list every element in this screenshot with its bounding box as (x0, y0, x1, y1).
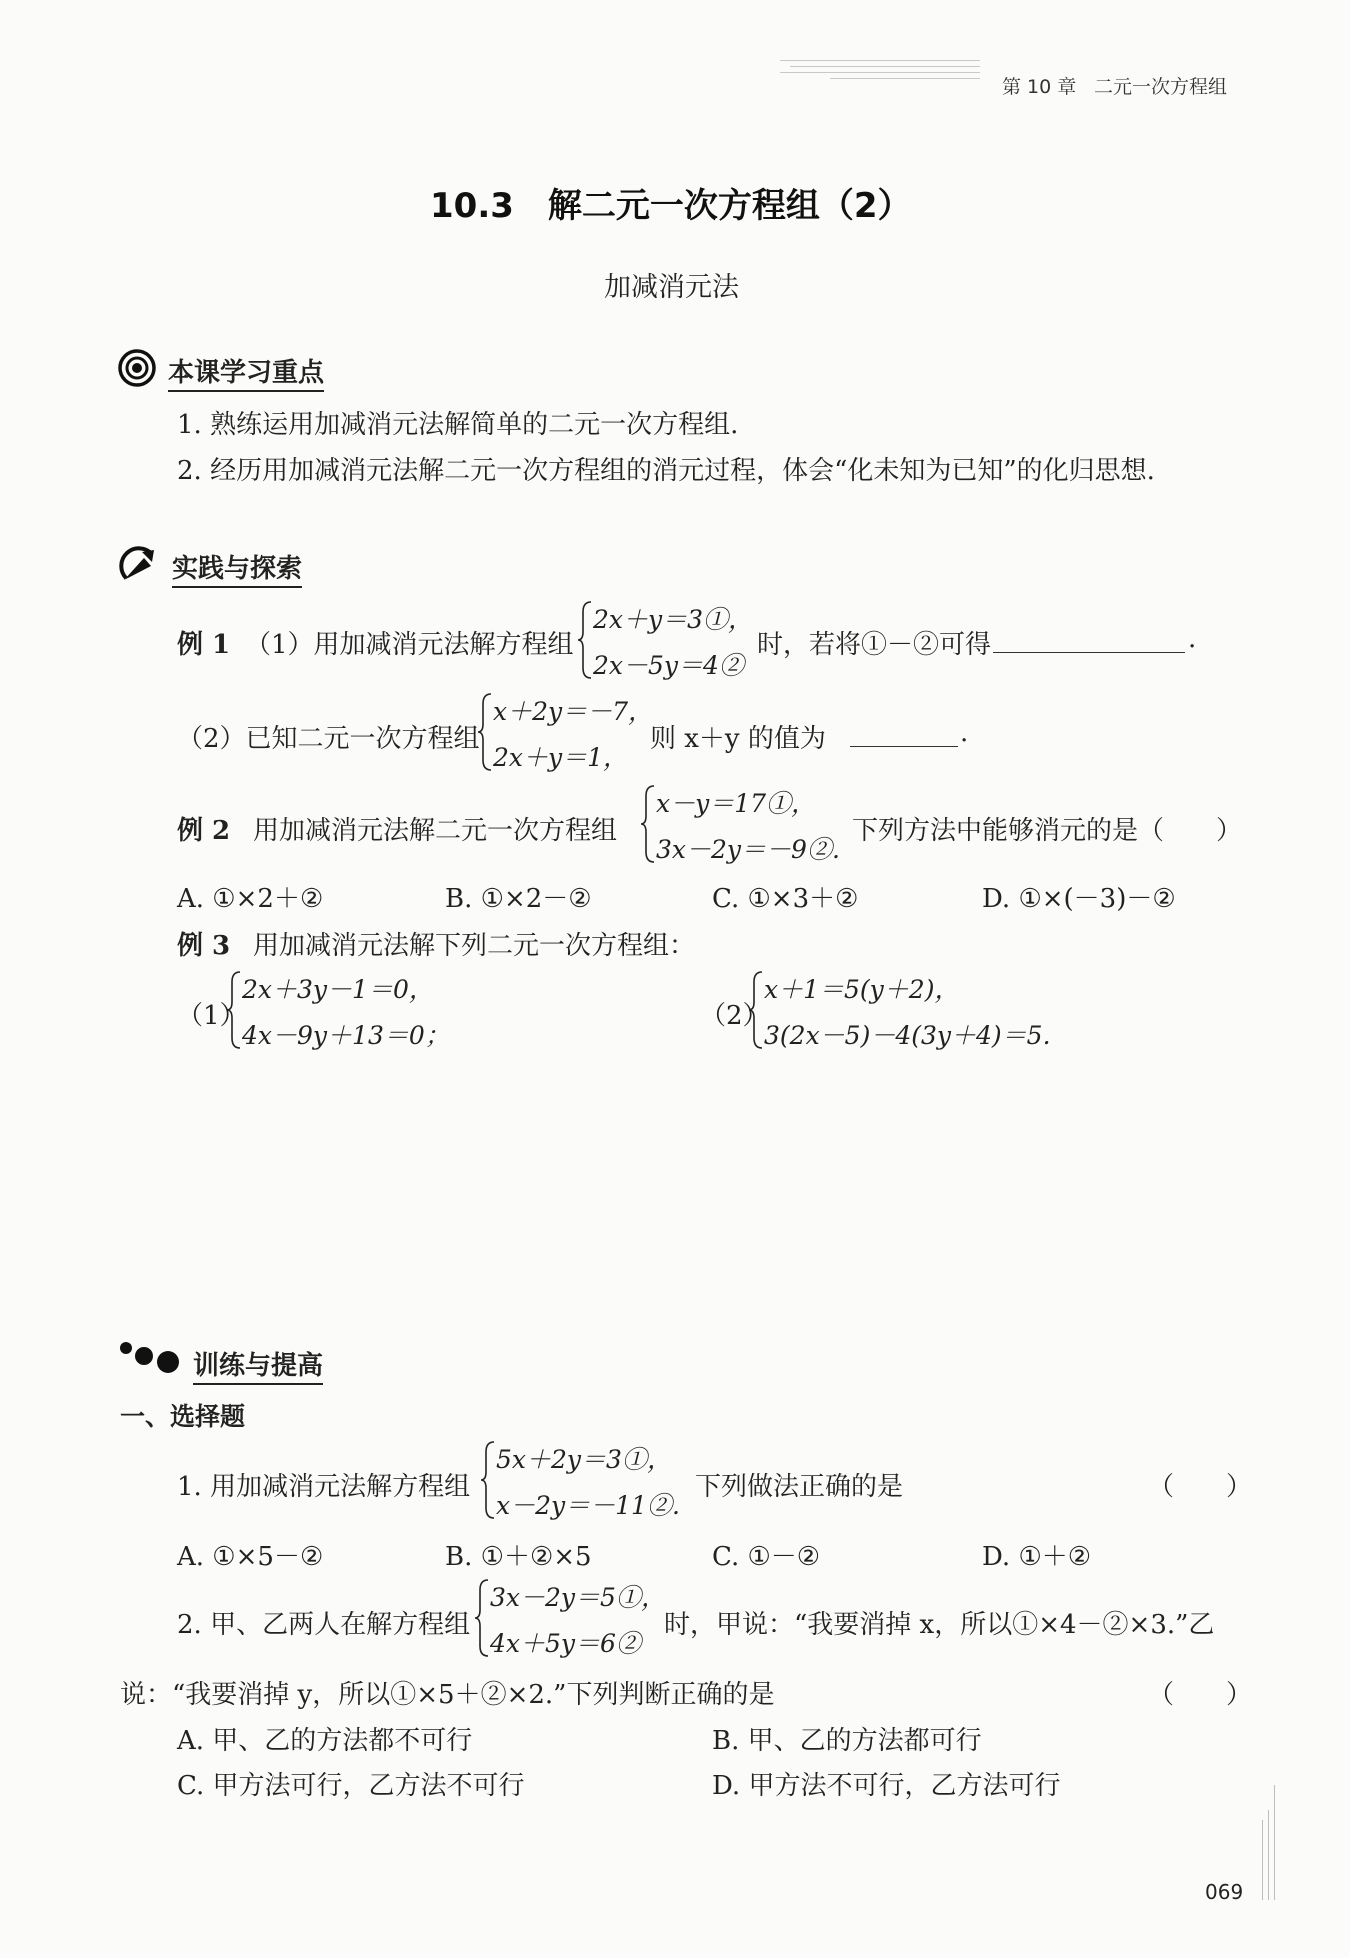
ex1-part1-after: 时，若将①－②可得 (757, 630, 992, 660)
chapter-title: 二元一次方程组 (1094, 76, 1228, 98)
ex1-part1-eq2: 2x－5y＝4② (593, 651, 744, 680)
ex2-system (640, 784, 840, 864)
q2-system (474, 1578, 674, 1658)
focus-item-1: 1. 熟练运用加减消元法解简单的二元一次方程组. (177, 410, 739, 440)
ex3-p2-eq2: 3(2x－5)－4(3y＋4)＝5. (764, 1021, 1051, 1050)
q1-answer-paren[interactable]: （ ） (1148, 1472, 1253, 1502)
ex1-part2-end: . (960, 718, 969, 748)
q1-option-d[interactable]: D. ①＋② (982, 1542, 1092, 1572)
ex3-label: 例 3 (177, 931, 231, 961)
ex1-part1-end: . (1188, 624, 1197, 654)
ex1-part2-system (477, 692, 657, 772)
ex2-eq2: 3x－2y＝－9②. (656, 835, 840, 864)
ex3-p1-system (226, 970, 466, 1050)
ex3-p1-eq1: 2x＋3y－1＝0， (242, 975, 434, 1004)
q2-option-c[interactable]: C. 甲方法可行，乙方法不可行 (177, 1771, 525, 1801)
q2-line2: 说：“我要消掉 y，所以①×5＋②×2.”下列判断正确的是 (120, 1680, 775, 1710)
dots-icon (118, 1338, 182, 1374)
ex3-p1-eq2: 4x－9y＋13＝0； (242, 1021, 450, 1050)
ex2-label: 例 2 (177, 816, 231, 846)
ex3-text: 用加减消元法解下列二元一次方程组： (253, 931, 696, 961)
q1-text: 1. 用加减消元法解方程组 (177, 1472, 471, 1502)
ex1-part2-eq2: 2x＋y＝1， (493, 743, 629, 772)
q2-option-a[interactable]: A. 甲、乙的方法都不可行 (177, 1726, 473, 1756)
arrow-icon (118, 544, 160, 586)
ex1-part2-eq1: x＋2y＝－7， (493, 697, 654, 726)
focus-heading: 本课学习重点 (168, 352, 324, 392)
ex1-part1-blank[interactable] (993, 630, 1185, 653)
q2-eq2: 4x＋5y＝6② (490, 1629, 641, 1658)
q1-eq1: 5x＋2y＝3①， (496, 1445, 672, 1474)
training-heading: 训练与提高 (193, 1345, 323, 1385)
ex1-label: 例 1 (177, 630, 231, 660)
q2-after: 时，甲说：“我要消掉 x，所以①×4－②×3.”乙 (664, 1610, 1215, 1640)
q1-eq2: x－2y＝－11②. (496, 1491, 680, 1520)
ex1-part1-text: （1）用加减消元法解方程组 (245, 630, 574, 660)
page-subtitle: 加减消元法 (604, 272, 739, 303)
q2-answer-paren[interactable]: （ ） (1148, 1680, 1253, 1710)
q1-option-c[interactable]: C. ①－② (712, 1542, 821, 1572)
ex3-p2-eq1: x＋1＝5(y＋2)， (764, 975, 960, 1004)
ex3-p2-system (748, 970, 1088, 1050)
target-icon (118, 349, 156, 387)
ex2-option-b[interactable]: B. ①×2－② (445, 884, 592, 914)
q2-eq1: 3x－2y＝5①， (490, 1583, 666, 1612)
ex3-p2-label: （2） (700, 1001, 769, 1031)
ex2-option-a[interactable]: A. ①×2＋② (177, 884, 324, 914)
ex2-option-d[interactable]: D. ①×(－3)－② (982, 884, 1176, 914)
ex1-part2-blank[interactable] (850, 724, 958, 747)
ex2-text: 用加减消元法解二元一次方程组 (253, 816, 618, 846)
explore-heading: 实践与探索 (172, 548, 302, 588)
q1-system (480, 1440, 700, 1520)
ex1-part2-after: 则 x＋y 的值为 (650, 724, 826, 754)
q1-after: 下列做法正确的是 (695, 1472, 904, 1502)
ex2-option-c[interactable]: C. ①×3＋② (712, 884, 859, 914)
q2-text: 2. 甲、乙两人在解方程组 (177, 1610, 471, 1640)
ex3-p1-label: （1） (177, 1001, 246, 1031)
page-number: 069 (1205, 1880, 1244, 1904)
ex2-eq1: x－y＝17①， (656, 789, 817, 818)
q1-option-a[interactable]: A. ①×5－② (177, 1542, 324, 1572)
ex1-part1-eq1: 2x＋y＝3①， (593, 605, 754, 634)
q2-option-d[interactable]: D. 甲方法不可行，乙方法可行 (712, 1771, 1061, 1801)
ex2-after: 下列方法中能够消元的是（ ） (852, 816, 1243, 846)
section-choice-heading: 一、选择题 (120, 1402, 246, 1431)
ex1-part2-text: （2）已知二元一次方程组 (177, 724, 480, 754)
page-title: 10.3 解二元一次方程组（2） (430, 186, 912, 226)
q1-option-b[interactable]: B. ①＋②×5 (445, 1542, 592, 1572)
chapter-number: 第 10 章 (1002, 76, 1077, 98)
focus-item-2: 2. 经历用加减消元法解二元一次方程组的消元过程，体会“化未知为已知”的化归思想. (177, 456, 1155, 486)
q2-option-b[interactable]: B. 甲、乙的方法都可行 (712, 1726, 982, 1756)
ex1-part1-system (577, 600, 757, 680)
